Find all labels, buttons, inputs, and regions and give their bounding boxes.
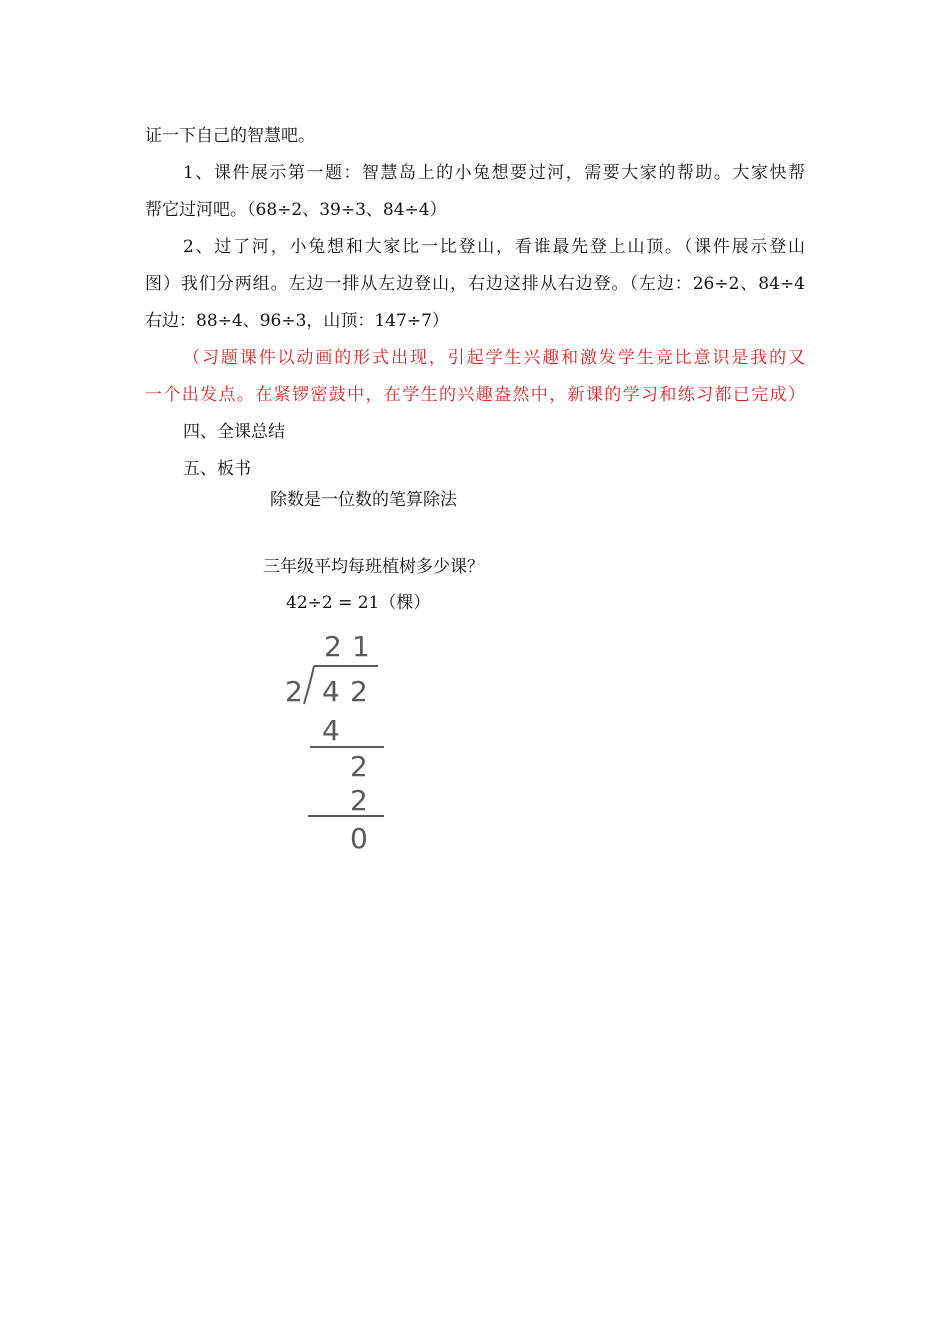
section-summary-heading: 四、全课总结 <box>183 422 285 442</box>
dividend-digit-tens: 4 <box>322 675 340 708</box>
board-title: 除数是一位数的笔算除法 <box>270 490 457 510</box>
bring-down-digit: 2 <box>350 750 368 783</box>
step1-product: 4 <box>322 714 340 747</box>
paragraph-step2-line3: 右边：88÷4、96÷3，山顶：147÷7） <box>145 311 449 331</box>
divisor-digit: 2 <box>285 675 303 708</box>
teacher-note-line2: 一个出发点。在紧锣密鼓中，在学生的兴趣盎然中，新课的学习和练习都已完成） <box>145 385 805 405</box>
step2-product: 2 <box>350 784 368 817</box>
long-division-figure <box>280 626 400 856</box>
paragraph-intro-end: 证一下自己的智慧吧。 <box>145 126 315 146</box>
quotient-digit-tens: 2 <box>324 630 342 663</box>
quotient-digit-ones: 1 <box>352 630 370 663</box>
teacher-note-line1: （习题课件以动画的形式出现，引起学生兴趣和激发学生竞比意识是我的又 <box>183 348 805 368</box>
paragraph-step2-line1: 2、过了河，小兔想和大家比一比登山，看谁最先登上山顶。（课件展示登山 <box>183 237 805 257</box>
section-board-heading: 五、板书 <box>183 459 251 479</box>
remainder-digit: 0 <box>350 822 368 855</box>
dividend-digit-ones: 2 <box>350 675 368 708</box>
board-question: 三年级平均每班植树多少课？ <box>263 557 484 577</box>
board-equation: 42÷2 = 21（棵） <box>286 593 431 613</box>
division-bracket <box>304 666 314 704</box>
paragraph-step1-line2: 帮它过河吧。（68÷2、39÷3、84÷4） <box>145 200 447 220</box>
paragraph-step1-line1: 1、课件展示第一题：智慧岛上的小兔想要过河，需要大家的帮助。大家快帮 <box>183 163 805 183</box>
paragraph-step2-line2: 图）我们分两组。左边一排从左边登山，右边这排从右边登。（左边：26÷2、84÷4 <box>145 274 805 294</box>
